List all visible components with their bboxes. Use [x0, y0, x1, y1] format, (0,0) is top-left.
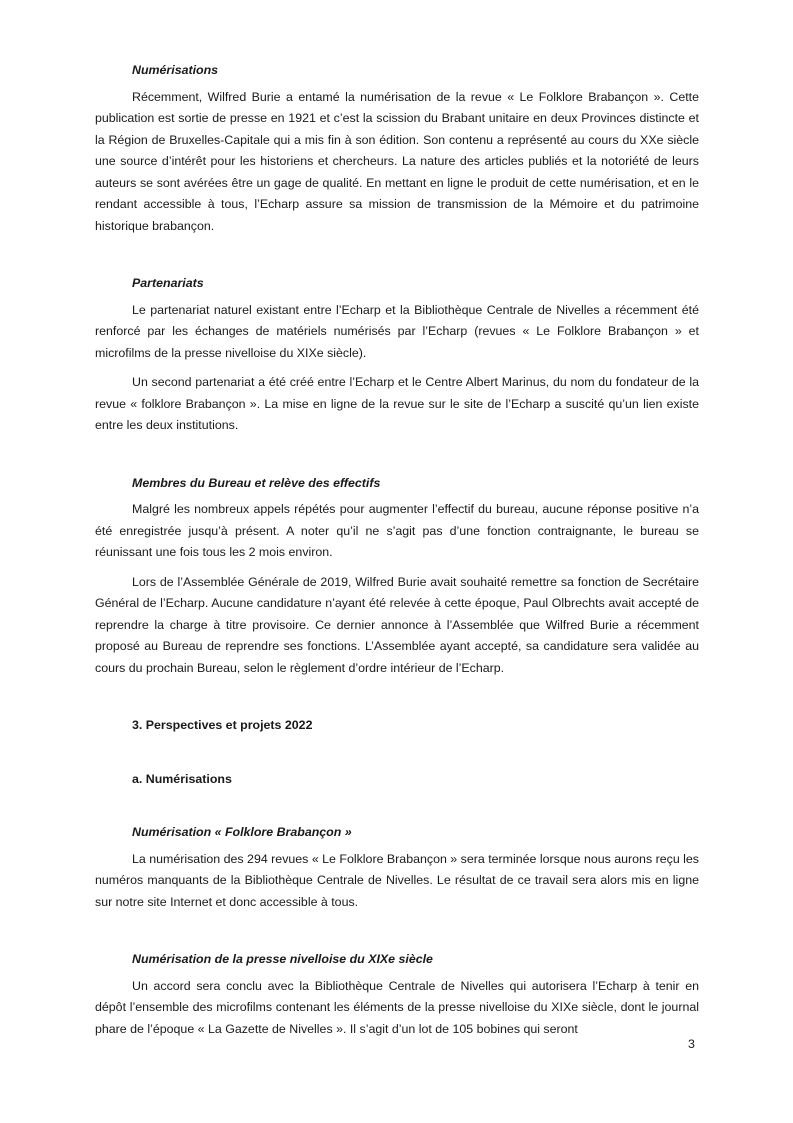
paragraph-numerisation-folklore: La numérisation des 294 revues « Le Folklore Brabançon » sera terminée lorsque nous aurons reçu les numéros manquants de la Bibliothèque Centrale de Nivelles. Le résultat de ce travail sera alors mis en ligne sur notre site Internet et donc accessible à tous. — [95, 851, 699, 909]
paragraph-membres-2: Lors de l’Assemblée Générale de 2019, Wilfred Burie avait souhaité remettre sa fonction de Secrétaire Général de l’Echarp. Aucune candidature n’ayant été relevée à cette époque, Paul Olbrechts avait accepté de reprendre la charge à titre provisoire. Ce dernier annonce à l’Assemblée que Wilfred Burie a récemment proposé au Bureau de reprendre ses fonctions. L’Assemblée ayant accepté, sa candidature sera validée au cours du prochain Bureau, selon le règlement d’ordre intérieur de l’Echarp. — [95, 574, 699, 675]
section-heading-membres-bureau: Membres du Bureau et relève des effectifs — [132, 475, 381, 490]
section-heading-partenariats: Partenariats — [132, 276, 204, 290]
section-heading-numerisations: Numérisations — [132, 63, 219, 77]
paragraph-numerisations: Récemment, Wilfred Burie a entamé la numérisation de la revue « Le Folklore Brabançon ». Cette publication est sortie de presse en 1921 et c’est la scission du Brabant unitaire en deux Provinces distincte et la Région de Bruxelles-Capitale qui a mis fin à son édition. Son contenu a représenté au cours du XXe siècle une source d’intérêt pour les historiens et chercheurs. La nature des articles publiés et la notoriété de leurs auteurs se sont avérées être un gage de qualité. En mettant en ligne le produit de cette numérisation, et en le rendant accessible à tous, l’Echarp assure sa mission de transmission de la Mémoire et du patrimoine historique brabançon. — [95, 89, 699, 233]
section-heading-presse-nivelloise: Numérisation de la presse nivelloise du XIXe siècle — [132, 952, 433, 966]
paragraph-partenariats-2: Un second partenariat a été créé entre l’Echarp et le Centre Albert Marinus, du nom du fondateur de la revue « folklore Brabançon ». La mise en ligne de la revue sur le site de l’Echarp a suscité qu’un lien existe entre les deux institutions. — [95, 375, 699, 432]
section-heading-numerisation-folklore: Numérisation « Folklore Brabançon » — [132, 825, 352, 839]
paragraph-partenariats-1: Le partenariat naturel existant entre l’Echarp et la Bibliothèque Centrale de Nivelles a récemment été renforcé par les échanges de matériels numérisés par l’Echarp (revues « Le Folklore Brabançon » et microfilms de la presse nivelloise du XIXe siècle). — [95, 302, 699, 360]
chapter-heading: 3. Perspectives et projets 2022 — [132, 718, 313, 732]
page-number: 3 — [688, 1037, 695, 1051]
paragraph-presse-nivelloise: Un accord sera conclu avec la Bibliothèque Centrale de Nivelles qui autorisera l’Echarp à tenir en dépôt l’ensemble des microfilms contenant les éléments de la presse nivelloise du XIXe siècle, dont le journal phare de l’époque « La Gazette de Nivelles ». Il s’agit d’un lot de 105 bobines qui seront — [95, 978, 699, 1036]
document-page — [95, 60, 699, 1040]
paragraph-membres-1: Malgré les nombreux appels répétés pour augmenter l’effectif du bureau, aucune réponse positive n’a été enregistrée jusqu’à présent. A noter qu’il ne s’agit pas d’une fonction contraignante, le bureau se réunissant une fois tous les 2 mois environ. — [95, 502, 699, 559]
sub-heading: a. Numérisations — [132, 771, 232, 786]
